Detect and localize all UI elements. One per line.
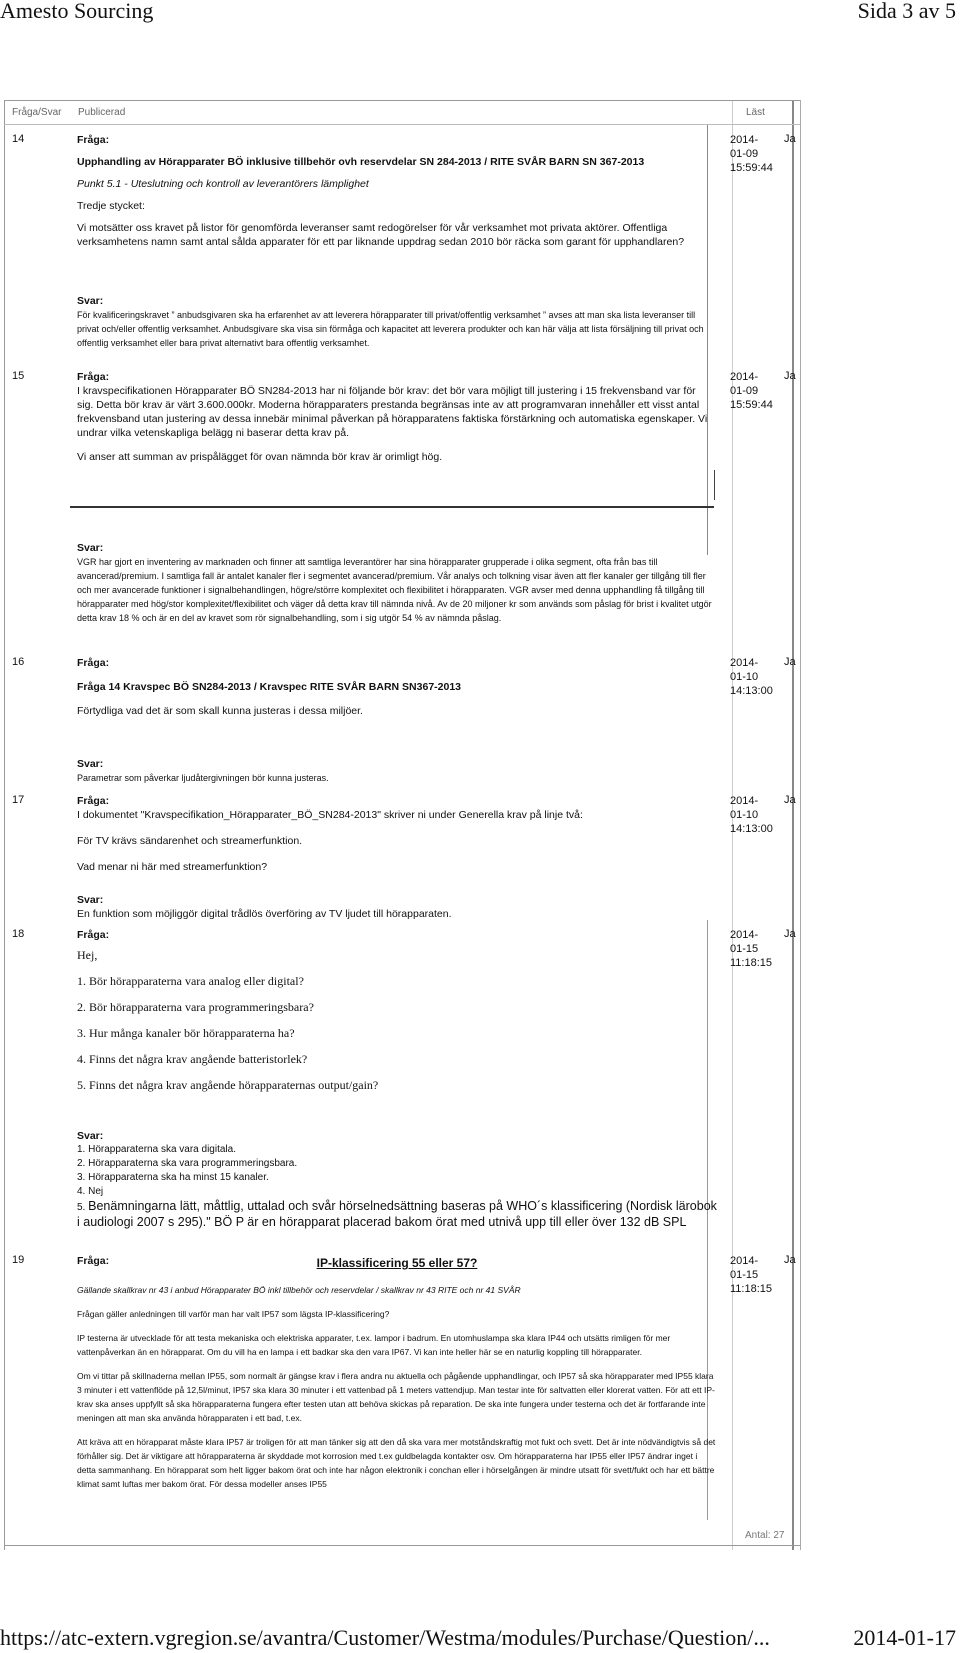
- question-item: 2. Bör hörapparaterna vara programmeringsbara?: [77, 1000, 314, 1014]
- col-qa-header: Fråga/Svar: [12, 107, 62, 118]
- answer-block: [77, 757, 717, 785]
- question-block: [77, 794, 717, 882]
- answer-item-prefix: 5.: [77, 1202, 89, 1213]
- question-paragraph: Om vi tittar på skillnaderna mellan IP55, som normalt är gängse krav i flera andra nu aktuella och pågående upphandlingar, och IP57 så ska hörapparater med IP55 klara 3 minuter i ett vattenflöde på 12,5l/minut, IP57 ska klara 30 minuter i ett vattenbad på 1 meters vattendjup. Man testar inte för saltvatten eller klorerat vatten. För att ett IP-krav ska anses uppfyllt så ska hörapparaterna fungera efter testen utan att behöva skickas på reparation. De ska inte fungera under testerna och det är fortfarande inte meningen att man ska använda hörapparaten i ett bad, t.ex.: [77, 1371, 715, 1423]
- published-date: 2014- 01-15 11:18:15: [730, 929, 773, 969]
- answer-label: Svar:: [77, 542, 104, 554]
- question-label: Fråga:: [77, 134, 110, 146]
- question-paragraph: Att kräva att en hörapparat måste klara IP57 är troligen för att man tänker sig att den då ska vara mer motståndskraftig mot fukt och svett. Det är inte nödvändigtvis så det förhåller sig. Det är viktigare att hörapparaterna är skyddade mot korrosion med t.ex guldbelagda kontakter osv. Om hörapparaterna har IP55 eller IP57 ändrar inget i detta sammanhang. En hörapparat som helt ligger bakom örat och inte har någon elektronik i conchan eller i hörselgången är mindre utsatt för svett/fukt och har ett bättre klimat samt luftas mer bakom örat. För dessa modeller anses IP55: [77, 1437, 716, 1489]
- question-text: Vi anser att summan av prispålägget för ovan nämnda bör krav är orimligt hög.: [77, 451, 443, 463]
- row-number: 17: [12, 794, 25, 806]
- question-block: [77, 370, 709, 472]
- answer-block: [77, 893, 717, 921]
- answer-item: 3. Hörapparaterna ska ha minst 15 kanaler.: [77, 1172, 269, 1183]
- question-text: I kravspecifikationen Hörapparater BÖ SN284-2013 har ni följande bör krav: det bör vara möjligt till justering i 15 frekvensband var för sig. Detta bör krav är värt 3.600.000kr. Moderna hörapparaters prestanda begränsas inte av att programvaran innehåller ett visst antal frekvensband utan justering av dessa innebär minimal påverkan på hörapparatens faktiska förstärkning och automatiska egenskaper. Vi undrar vilka vetenskapliga belägg ni baserar detta krav på.: [77, 385, 708, 439]
- read-status: Ja: [784, 928, 796, 940]
- answer-item: 2. Hörapparaterna ska vara programmeringsbara.: [77, 1158, 298, 1169]
- question-text: Tredje stycket:: [77, 200, 145, 212]
- question-text: Punkt 5.1 - Uteslutning och kontroll av leverantörers lämplighet: [77, 178, 369, 190]
- question-item: 4. Finns det några krav angående batteristorlek?: [77, 1052, 308, 1066]
- answer-text: För kvalificeringskravet ” anbudsgivaren ska ha erfarenhet av att leverera hörapparater till privat/offentlig verksamhet ” avses att man ska lista leveranser till privat och/eller offentlig verksamhet. Anbudsgivare ska visa sin förmåga och kapacitet att leverera produkter och kan här välja att lista försäljning till privat och offentlig verksamhet eller bara privat alternativt bara offentlig verksamhet.: [77, 310, 704, 348]
- answer-text: En funktion som möjliggör digital trådlös överföring av TV ljudet till hörapparaten.: [77, 908, 452, 920]
- answer-block: [77, 541, 717, 625]
- answer-label: Svar:: [77, 1130, 104, 1142]
- question-label: Fråga:: [77, 929, 110, 941]
- read-status: Ja: [784, 1254, 796, 1266]
- row-number: 14: [12, 133, 25, 145]
- question-paragraph: IP testerna är utvecklade för att testa mekaniska och elektriska apparater, t.ex. lampor i badrum. En utomhuslampa ska klara IP44 och utsätts rimligen för mer vattenpåverkan än en hörapparat. Om du vill ha en lampa i ett badkar ska den vara IP67. Vi kan inte heller här se en naturlig koppling till hörapparater.: [77, 1333, 671, 1357]
- question-block: [77, 656, 717, 726]
- read-status: Ja: [784, 370, 796, 382]
- question-label: Fråga:: [77, 371, 110, 383]
- row-number: 19: [12, 1254, 25, 1266]
- answer-label: Svar:: [77, 894, 104, 906]
- question-title: IP-klassificering 55 eller 57?: [316, 1256, 478, 1270]
- published-date: 2014- 01-09 15:59:44: [730, 134, 773, 174]
- table-header: [4, 103, 804, 123]
- page-url: https://atc-extern.vgregion.se/avantra/Customer/Westma/modules/Purchase/Question/...: [0, 1625, 770, 1650]
- question-label: Fråga:: [77, 1255, 110, 1267]
- page-number: Sida 3 av 5: [857, 0, 956, 23]
- answer-label: Svar:: [77, 295, 104, 307]
- row-number: 15: [12, 370, 25, 382]
- answer-item: 1. Hörapparaterna ska vara digitala.: [77, 1144, 236, 1155]
- answer-label: Svar:: [77, 758, 104, 770]
- question-text: Vad menar ni här med streamerfunktion?: [77, 861, 268, 873]
- question-item: 3. Hur många kanaler bör hörapparaterna ha?: [77, 1026, 295, 1040]
- question-text: Vi motsätter oss kravet på listor för genomförda leveranser samt redogörelser för vår verksamhet mot privata aktörer. Offentliga verksamhetens namn samt antal sålda apparater för ett par liknande uppdrag sedan 2010 bör räcka som garant för upphandlaren?: [77, 222, 685, 248]
- published-date: 2014- 01-10 14:13:00: [730, 657, 773, 697]
- page-footer: [0, 1625, 960, 1653]
- row-number: 16: [12, 656, 25, 668]
- row-number: 18: [12, 928, 25, 940]
- published-date: 2014- 01-10 14:13:00: [730, 795, 773, 835]
- question-block: [77, 928, 717, 1100]
- read-status: Ja: [784, 133, 796, 145]
- question-title: Fråga 14 Kravspec BÖ SN284-2013 / Kravspec RITE SVÅR BARN SN367-2013: [77, 681, 462, 693]
- read-status: Ja: [784, 656, 796, 668]
- question-block: [77, 1254, 717, 1499]
- published-date: 2014- 01-15 11:18:15: [730, 1255, 773, 1295]
- question-block: [77, 133, 717, 257]
- answer-item: Benämningarna lätt, måttlig, uttalad och svår hörselnedsättning baseras på WHO´s klassificering (Nordisk lärobok i audiologi 2007 s 295)." BÖ P är en hörapparat placerad bakom örat med utnivå upp till eller över 132 dB SPL: [77, 1199, 717, 1229]
- answer-item: 4. Nej: [77, 1186, 104, 1197]
- site-title: Amesto Sourcing: [0, 0, 154, 23]
- question-text: Förtydliga vad det är som skall kunna justeras i dessa miljöer.: [77, 705, 363, 717]
- answer-text: VGR har gjort en inventering av marknaden och finner att samtliga leverantörer har sina hörapparater grupperade i olika segment, ofta från bas till avancerad/premium. I samtliga fall är antalet kanaler fler i segmentet avancerad/premium. Vår analys och tolkning visar även att fler kanaler ger tillgång till fler och mer avancerade funktioner i signalbehandlingen, högre/större komplexitet och flexibilitet i hörapparaten. VGR avser med denna upphandling få tillgång till hörapparater med hög/stor komplexitet/flexibilitet och väger då detta krav till nämnda nivå. Av de 20 miljoner kr som används som påslag för brist i kvalitet utgör detta krav 18 % och är en del av kravet som rör signalbehandling, som i sig utgör 54 % av nämnda påslag.: [77, 557, 712, 623]
- answer-block: [77, 294, 717, 350]
- read-status: Ja: [784, 794, 796, 806]
- question-text: För TV krävs sändarenhet och streamerfunktion.: [77, 835, 303, 847]
- published-date: 2014- 01-09 15:59:44: [730, 371, 773, 411]
- question-text: Frågan gäller anledningen till varför man har valt IP57 som lägsta IP-klassificering?: [77, 1309, 390, 1319]
- question-label: Fråga:: [77, 795, 110, 807]
- page-header: [0, 0, 960, 28]
- question-text: Hej,: [77, 948, 98, 962]
- answer-text: Parametrar som påverkar ljudåtergivningen bör kunna justeras.: [77, 773, 329, 783]
- print-date: 2014-01-17: [853, 1625, 956, 1650]
- col-read-header: Läst: [746, 107, 765, 118]
- question-text: Gällande skallkrav nr 43 i anbud Hörapparater BÖ inkl tillbehör och reservdelar / skallkrav nr 43 RITE och nr 41 SVÅR: [77, 1285, 521, 1295]
- question-item: 5. Finns det några krav angående hörapparaternas output/gain?: [77, 1078, 379, 1092]
- answer-block: [77, 1129, 717, 1231]
- question-title: Upphandling av Hörapparater BÖ inklusive tillbehör ovh reservdelar SN 284-2013 / RITE SVÅR BARN SN 367-2013: [77, 156, 645, 168]
- col-published-header: Publicerad: [78, 107, 126, 118]
- row-count: Antal: 27: [745, 1530, 785, 1541]
- question-item: 1. Bör hörapparaterna vara analog eller digital?: [77, 974, 304, 988]
- question-label: Fråga:: [77, 657, 110, 669]
- question-text: I dokumentet "Kravspecifikation_Hörapparater_BÖ_SN284-2013" skriver ni under Generella krav på linje två:: [77, 809, 583, 821]
